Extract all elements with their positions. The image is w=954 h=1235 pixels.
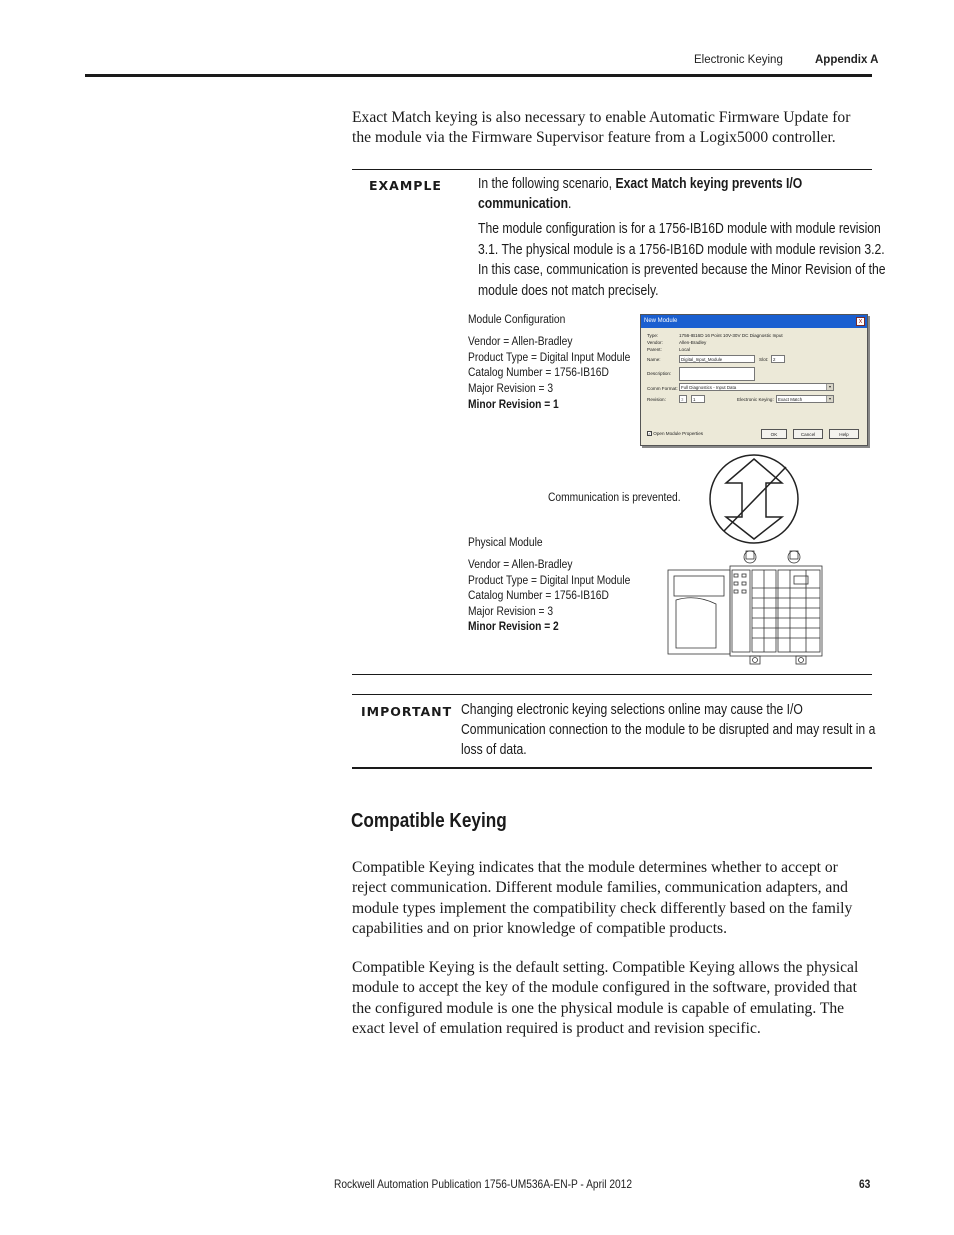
dialog-vendor-label: Vendor: <box>647 340 663 345</box>
important-bottom-rule <box>352 767 872 769</box>
example-bottom-rule <box>352 674 872 675</box>
example-lead-line <box>478 174 802 194</box>
compatible-keying-paragraph-2 <box>352 958 874 1039</box>
module-config-line-4: Major Revision = 3 <box>468 381 554 395</box>
dialog-keying-value: Exact Match <box>778 397 803 402</box>
dialog-revision-major[interactable]: 3 <box>679 395 687 403</box>
example-lead-end: . <box>568 196 572 212</box>
dialog-parent-value: Local <box>679 347 690 352</box>
intro-line-2: the module via the Firmware Supervisor feature from a Logix5000 controller. <box>352 129 836 147</box>
dialog-title-bar <box>641 315 867 328</box>
paragraph1-line-3: module types implement the compatibility check differently based on the family <box>352 899 853 917</box>
dialog-description-label: Description: <box>647 371 672 376</box>
paragraph1-line-2: reject communication. Different module families, communication adapters, and <box>352 879 848 897</box>
important-line-3: loss of data. <box>461 742 527 758</box>
example-body-line-3: In this case, communication is prevented because the Minor Revision of the <box>478 262 886 278</box>
header-section-title: Electronic Keying <box>694 54 783 66</box>
paragraph2-line-2: module to accept the key of the module configured in the software, provided that <box>352 979 857 997</box>
example-lead-bold: Exact Match keying prevents I/O <box>615 176 803 192</box>
example-lead-line-2 <box>478 194 571 214</box>
footer-page-number: 63 <box>859 1177 871 1191</box>
dialog-help-button[interactable]: Help <box>829 429 859 439</box>
module-config-line-3: Catalog Number = 1756-IB16D <box>468 365 609 379</box>
physical-module-drawing <box>666 548 828 666</box>
paragraph2-line-4: exact level of emulation required is product and revision specific. <box>352 1019 761 1037</box>
dialog-vendor-value: Allen-Bradley <box>679 340 707 345</box>
module-config-heading: Module Configuration <box>468 312 566 326</box>
dialog-type-value: 1756-IB16D 16 Point 10V-30V DC Diagnostic Input <box>679 333 783 338</box>
chevron-down-icon: ▾ <box>826 384 833 390</box>
section-heading: Compatible Keying <box>351 810 507 832</box>
dialog-cancel-button[interactable]: Cancel <box>793 429 823 439</box>
example-body-line-4: module does not match precisely. <box>478 283 659 299</box>
dialog-comm-format-select[interactable] <box>679 383 834 391</box>
dialog-revision-minor[interactable]: 1 <box>691 395 705 403</box>
important-line-2: Communication connection to the module to be disrupted and may result in a <box>461 722 876 738</box>
physical-module-line-3: Catalog Number = 1756-IB16D <box>468 588 609 602</box>
intro-line-1: Exact Match keying is also necessary to enable Automatic Firmware Update for <box>352 109 851 126</box>
checkbox-checked-icon[interactable]: ✓ <box>648 431 652 437</box>
physical-module-line-4: Major Revision = 3 <box>468 604 554 618</box>
dialog-title: New Module <box>644 318 678 324</box>
dialog-open-props[interactable] <box>647 431 703 437</box>
physical-module-heading: Physical Module <box>468 535 543 549</box>
dialog-ok-button[interactable]: OK <box>761 429 787 439</box>
compatible-keying-paragraph-1 <box>352 858 874 939</box>
important-label: IMPORTANT <box>361 704 453 719</box>
header-rule <box>85 74 872 77</box>
new-module-dialog <box>640 314 868 446</box>
paragraph2-line-3: the configured module is one the physical module is capable of emulating. The <box>352 999 845 1017</box>
dialog-comm-format-label: Comm Format: <box>647 386 678 391</box>
example-top-rule <box>352 169 872 170</box>
dialog-comm-format-value: Full Diagnostics - Input Data <box>681 385 737 390</box>
dialog-parent-label: Parent: <box>647 347 662 352</box>
communication-blocked-icon <box>708 453 802 545</box>
dialog-slot-field[interactable]: 2 <box>771 355 785 363</box>
paragraph1-line-1: Compatible Keying indicates that the module determines whether to accept or <box>352 859 838 876</box>
dialog-type-label: Type: <box>647 333 659 338</box>
close-icon[interactable]: x <box>856 317 865 326</box>
important-top-rule <box>352 694 872 695</box>
physical-module-minor-revision: Minor Revision = 2 <box>468 619 559 633</box>
paragraph1-line-4: capabilities and on prior knowledge of compatible products. <box>352 919 728 937</box>
module-config-minor-revision: Minor Revision = 1 <box>468 397 559 411</box>
module-config-line-2: Product Type = Digital Input Module <box>468 350 631 364</box>
communication-prevented-note: Communication is prevented. <box>548 490 681 504</box>
example-label: EXAMPLE <box>369 178 442 193</box>
footer-publication: Rockwell Automation Publication 1756-UM536A-EN-P - April 2012 <box>334 1177 633 1191</box>
important-line-1: Changing electronic keying selections online may cause the I/O <box>461 702 803 718</box>
chevron-down-icon: ▾ <box>826 396 833 402</box>
example-lead-text: In the following scenario, <box>478 176 616 192</box>
example-body-line-2: 3.1. The physical module is a 1756-IB16D module with module revision 3.2. <box>478 242 885 258</box>
intro-paragraph <box>352 108 874 149</box>
dialog-name-label: Name: <box>647 357 661 362</box>
physical-module-line-2: Product Type = Digital Input Module <box>468 573 631 587</box>
example-body-line-1: The module configuration is for a 1756-IB16D module with module revision <box>478 221 881 237</box>
module-config-line-1: Vendor = Allen-Bradley <box>468 334 573 348</box>
dialog-description-field[interactable] <box>679 367 755 381</box>
header-appendix: Appendix A <box>815 54 879 66</box>
dialog-slot-label: Slot: <box>759 357 769 362</box>
dialog-revision-label: Revision: <box>647 397 666 402</box>
paragraph2-line-1: Compatible Keying is the default setting. Compatible Keying allows the physical <box>352 959 859 976</box>
physical-module-line-1: Vendor = Allen-Bradley <box>468 557 573 571</box>
example-lead-bold-2: communication <box>478 196 569 212</box>
dialog-name-field[interactable]: Digital_Input_Module <box>679 355 755 363</box>
dialog-keying-label: Electronic Keying: <box>737 397 774 402</box>
dialog-keying-select[interactable] <box>776 395 834 403</box>
dialog-open-props-label: Open Module Properties <box>653 431 704 436</box>
